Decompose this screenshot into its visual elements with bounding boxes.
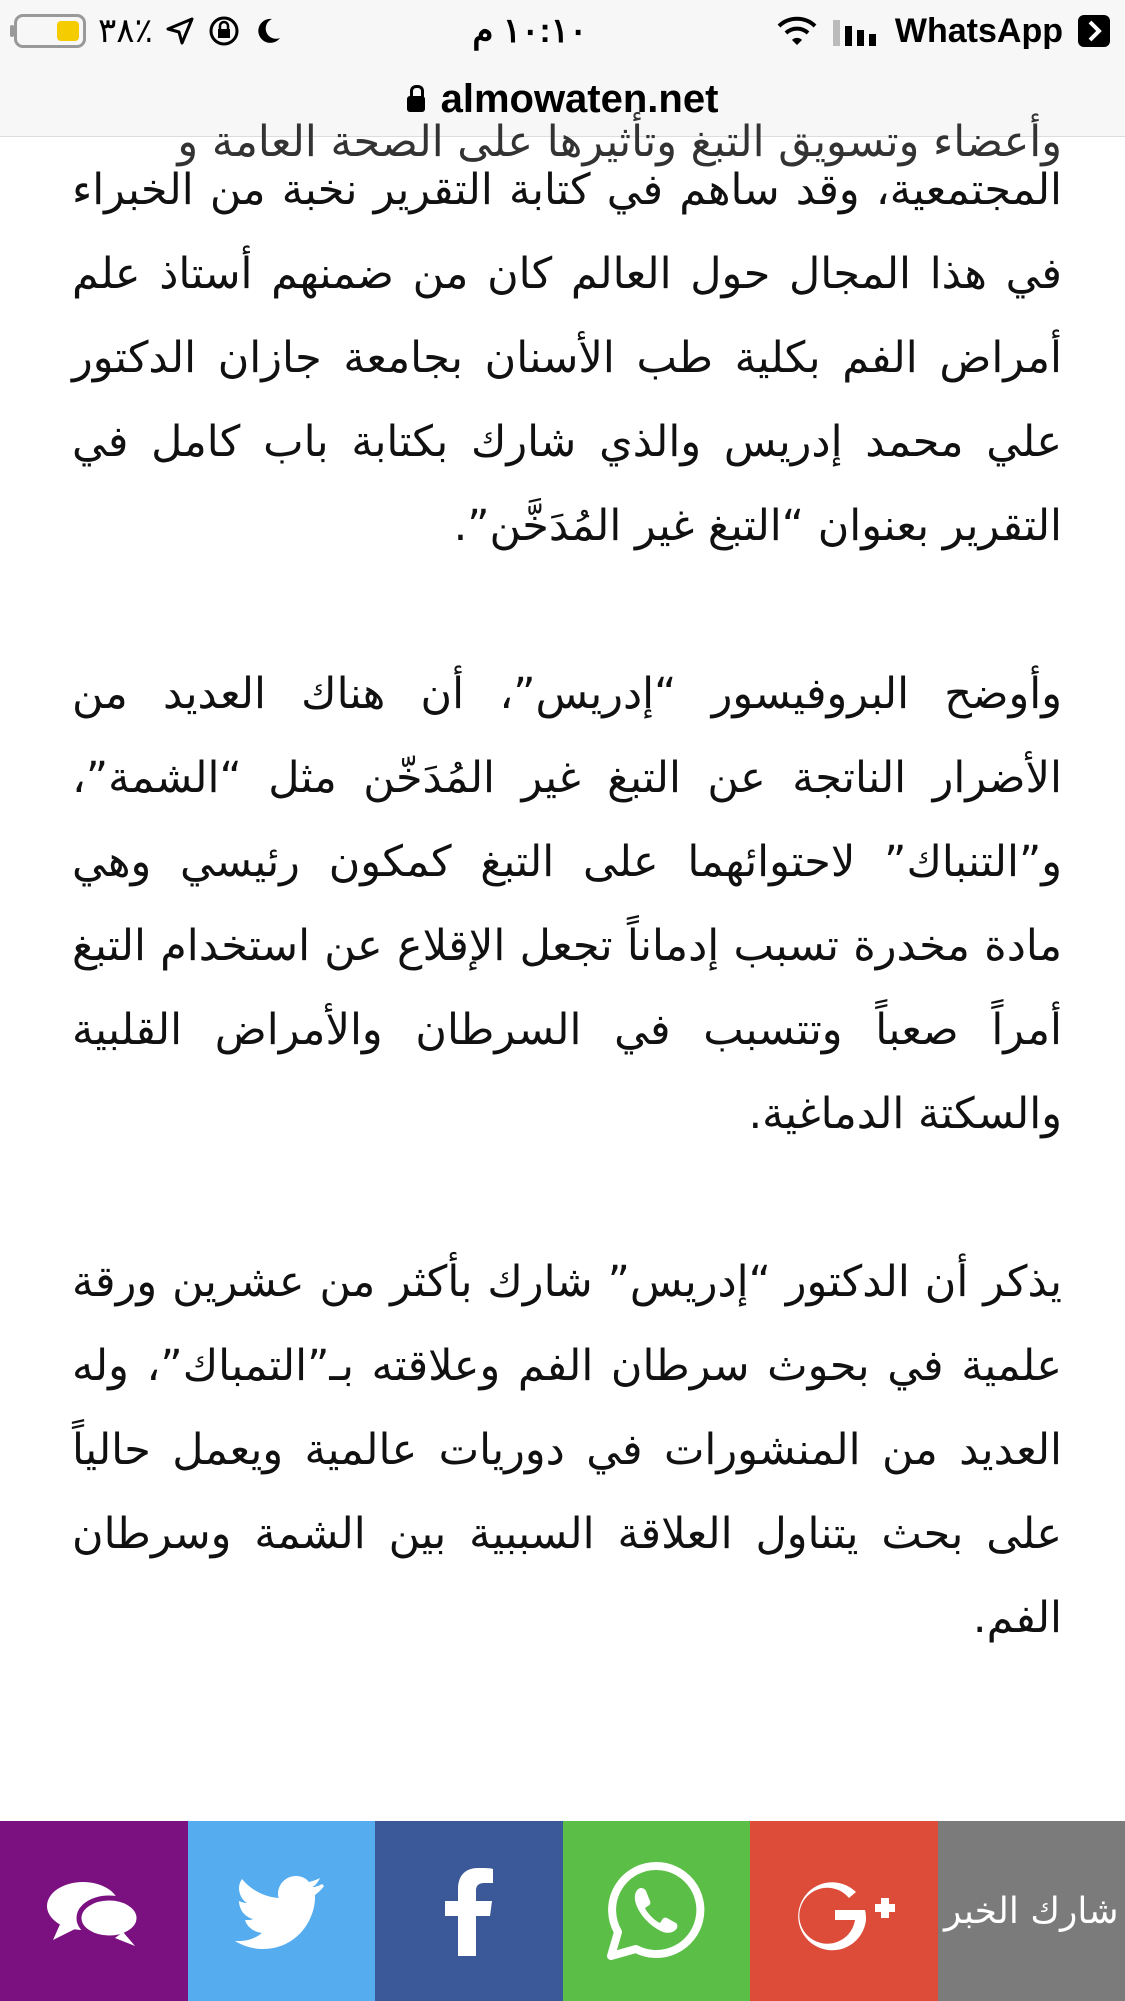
share-whatsapp-button[interactable]	[563, 1821, 751, 2001]
battery-icon	[14, 14, 86, 48]
status-time: ١٠:١٠ م	[472, 12, 588, 50]
status-left	[0, 11, 283, 51]
comments-icon	[39, 1856, 149, 1966]
share-label-text: شارك الخبر	[943, 1890, 1119, 1932]
google-plus-icon	[789, 1856, 899, 1966]
article-paragraph-2: وأوضح البروفيسور “إدريس”، أن هناك العديد من الأضرار الناتجة عن التبغ غير المُدَخّن مثل “الشمة”، و”التنباك” لاحتوائهما على التبغ كمكون رئيسي وهي مادة مخدرة تسبب إدماناً تجعل الإقلاع عن استخدام التبغ أمراً صعباً وتتسبب في السرطان والأمراض القلبية والسكتة الدماغية.	[72, 669, 1062, 1139]
url-text[interactable]: almowaten.net	[440, 76, 719, 121]
article-paragraph-3: يذكر أن الدكتور “إدريس” شارك بأكثر من عشرين ورقة علمية في بحوث سرطان الفم وعلاقته بـ”التمباك”، وله العديد من المنشورات في دوريات عالمية ويعمل حالياً على بحث يتناول العلاقة السببية بين الشمة وسرطان الفم.	[72, 1257, 1062, 1643]
whatsapp-icon	[601, 1856, 711, 1966]
share-bar	[0, 1821, 1125, 2001]
back-arrow-icon[interactable]	[1077, 14, 1111, 48]
share-facebook-button[interactable]	[375, 1821, 563, 2001]
battery-percent: ٣٨٪	[98, 12, 153, 50]
status-bar	[0, 0, 1125, 62]
share-twitter-button[interactable]	[188, 1821, 376, 2001]
location-arrow-icon	[165, 16, 195, 46]
share-google-plus-button[interactable]	[750, 1821, 938, 2001]
share-label	[938, 1821, 1125, 2001]
article-body	[72, 117, 1062, 1821]
article-paragraph-1: المجتمعية، وقد ساهم في كتابة التقرير نخبة من الخبراء في هذا المجال حول العالم كان من ضمنهم أستاذ علم أمراض الفم بكلية طب الأسنان بجامعة جازان الدكتور علي محمد إدريس والذي شارك بكتابة باب كامل في التقرير بعنوان “التبغ غير المُدَخَّن”.	[72, 165, 1062, 551]
signal-icon	[831, 16, 881, 46]
article-top-fragment: وأعضاء وتسويق التبغ وتأثيرها على الصحة العامة و	[177, 117, 1062, 167]
orientation-lock-icon	[207, 14, 241, 48]
share-comments-button[interactable]	[0, 1821, 188, 2001]
status-right	[777, 12, 1125, 51]
facebook-icon	[414, 1856, 524, 1966]
wifi-icon	[777, 15, 817, 47]
moon-icon	[253, 16, 283, 46]
back-to-app-label[interactable]: WhatsApp	[894, 11, 1063, 50]
twitter-icon	[226, 1856, 336, 1966]
